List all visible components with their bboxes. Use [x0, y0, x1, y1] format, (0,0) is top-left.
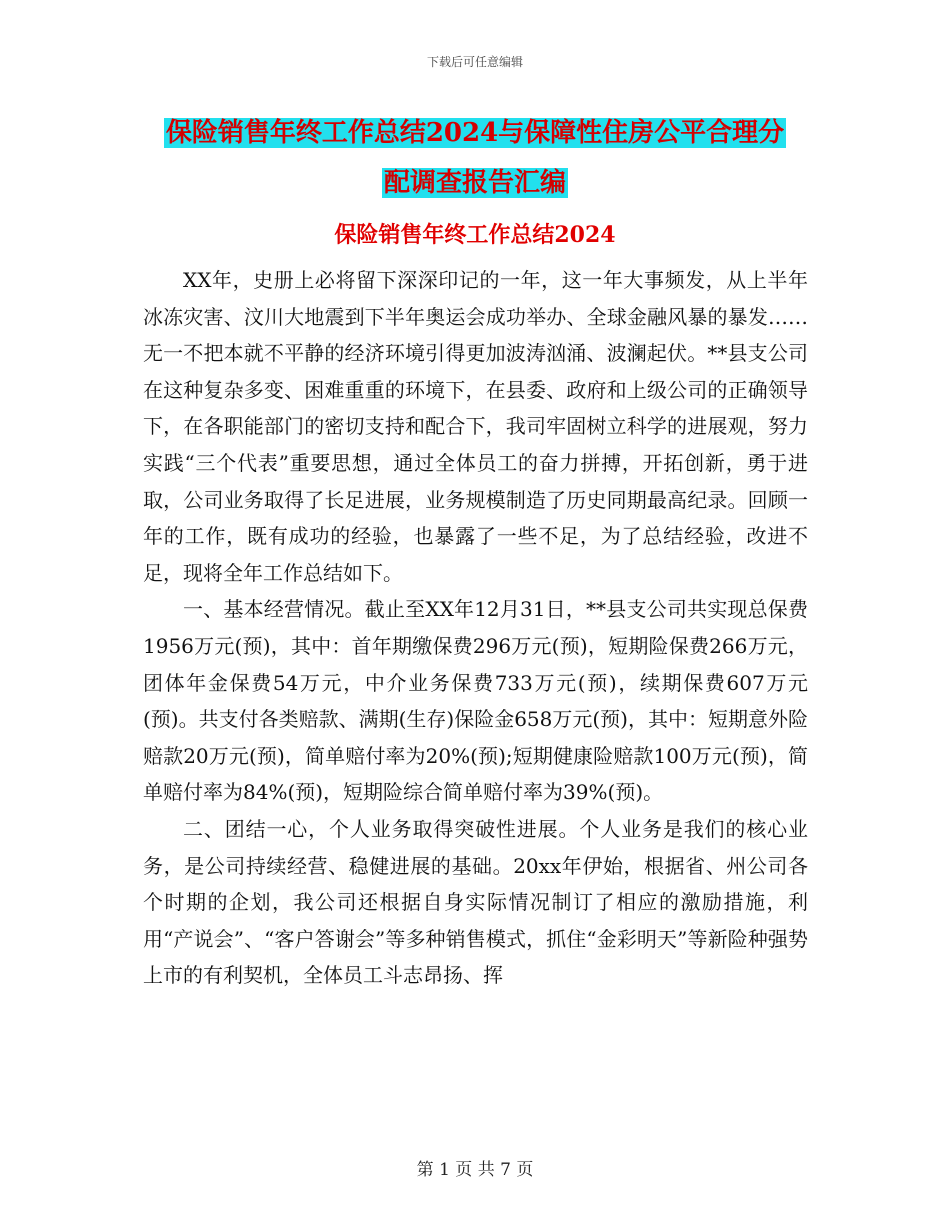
paragraph-basic-operations: 一、基本经营情况。截止至XX年12月31日，**县支公司共实现总保费1956万元(预)，其中：首年期缴保费296万元(预)，短期险保费266万元，团体年金保费54万元，中介业务保费733万元(预)，续期保费607万元(预)。共支付各类赔款、满期(生存)保险金658万元(预)，其中：短期意外险赔款20万元(预)，简单赔付率为20%(预);短期健康险赔款100万元(预)，简单赔付率为84%(预)，短期险综合简单赔付率为39%(预)。 [143, 597, 808, 805]
page-footer: 第 1 页 共 7 页 [416, 1160, 534, 1180]
document-title-line1: 保险销售年终工作总结2024与保障性住房公平合理分 [165, 118, 785, 148]
section-title: 保险销售年终工作总结2024 [334, 222, 616, 248]
paragraph-individual-business: 二、团结一心，个人业务取得突破性进展。个人业务是我们的核心业务，是公司持续经营、稳健进展的基础。20xx年伊始，根据省、州公司各个时期的企划，我公司还根据自身实际情况制订了相应的激励措施，利用“产说会”、“客户答谢会”等多种销售模式，抓住“金彩明天”等新险种强势上市的有利契机，全体员工斗志昂扬、挥 [143, 816, 808, 988]
document-title [0, 108, 950, 208]
body-text [143, 262, 808, 994]
paragraph-intro: XX年，史册上必将留下深深印记的一年，这一年大事频发，从上半年冰冻灾害、汶川大地震到下半年奥运会成功举办、全球金融风暴的暴发……无一不把本就不平静的经济环境引得更加波涛汹涌、波澜起伏。**县支公司在这种复杂多变、困难重重的环境下，在县委、政府和上级公司的正确领导下，在各职能部门的密切支持和配合下，我司牢固树立科学的进展观，努力实践“三个代表”重要思想，通过全体员工的奋力拼搏，开拓创新，勇于进取，公司业务取得了长足进展，业务规模制造了历史同期最高纪录。回顾一年的工作，既有成功的经验，也暴露了一些不足，为了总结经验，改进不足，现将全年工作总结如下。 [143, 268, 808, 585]
header-note: 下载后可任意编辑 [426, 55, 523, 69]
document-title-line2: 配调查报告汇编 [383, 168, 566, 198]
